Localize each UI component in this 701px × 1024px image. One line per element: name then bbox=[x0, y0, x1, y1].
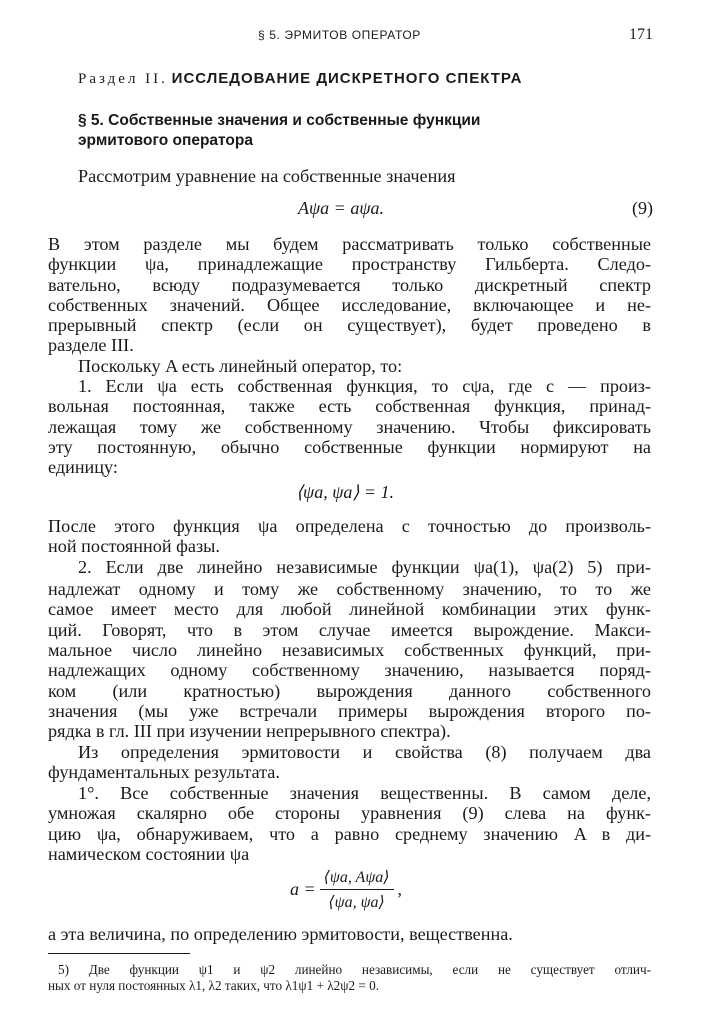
paragraph-line: 1°. Все собственные значения вещественны. В самом деле, bbox=[78, 783, 651, 803]
paragraph-line: лежащая тому же собственному значению. Чтобы фиксировать bbox=[48, 417, 651, 437]
paragraph-line: цию ψa, обнаруживаем, что a равно среднему значению A в ди- bbox=[48, 824, 651, 844]
paragraph-line: ком (или кратностью) вырождения данного собственного bbox=[48, 681, 651, 701]
equation-lhs: a = bbox=[290, 879, 316, 899]
subsection-title-line1: § 5. Собственные значения и собственные функции bbox=[78, 112, 481, 129]
paragraph-line: значения (мы уже встречали примеры вырождения второго по- bbox=[48, 701, 651, 721]
section-heading bbox=[78, 70, 522, 88]
paragraph-line: а эта величина, по определению эрмитовости, вещественна. bbox=[48, 924, 513, 944]
paragraph-line: разделе III. bbox=[48, 335, 134, 355]
fraction-numerator: ⟨ψa, Aψa⟩ bbox=[320, 867, 394, 890]
section-title: ИССЛЕДОВАНИЕ ДИСКРЕТНОГО СПЕКТРА bbox=[171, 70, 523, 87]
intro-text: Рассмотрим уравнение на собственные значения bbox=[78, 166, 456, 186]
paragraph-line: рядка в гл. III при изучении непрерывного спектра). bbox=[48, 721, 451, 741]
equation-trailing-comma: , bbox=[397, 879, 402, 899]
normalization-equation: ⟨ψa, ψa⟩ = 1. bbox=[296, 482, 395, 502]
footnote-rule bbox=[48, 953, 190, 954]
paragraph-line: ций. Говорят, что в этом случае имеется вырождение. Макси- bbox=[48, 620, 651, 640]
paragraph-line: собственных значений. Общее исследование, включающее и не- bbox=[48, 295, 651, 315]
paragraph-line: Поскольку A есть линейный оператор, то: bbox=[78, 356, 403, 376]
paragraph-line: самое имеет место для любой линейной комбинации этих функ- bbox=[48, 599, 651, 619]
paragraph-line: функции ψa, принадлежащие пространству Гильберта. Следо- bbox=[48, 254, 651, 274]
mean-value-equation bbox=[290, 867, 402, 912]
page-number: 171 bbox=[629, 26, 653, 43]
equation-9: Aψa = aψa. bbox=[298, 198, 385, 218]
subsection-title-line2: эрмитового оператора bbox=[78, 132, 253, 149]
paragraph-line: вательно, всюду подразумевается только дискретный спектр bbox=[48, 275, 651, 295]
footnote-line: 5) Две функции ψ1 и ψ2 линейно независимы, если не существует отлич- bbox=[58, 962, 651, 977]
paragraph-line: прерывный спектр (если он существует), будет проведено в bbox=[48, 315, 651, 335]
equation-fraction bbox=[320, 867, 394, 912]
paragraph-line: Из определения эрмитовости и свойства (8) получаем два bbox=[78, 742, 651, 762]
paragraph-line: намическом состоянии ψa bbox=[48, 844, 250, 864]
paragraph-line: надлежат одному и тому же собственному значению, то то же bbox=[48, 579, 651, 599]
fraction-denominator: ⟨ψa, ψa⟩ bbox=[328, 894, 385, 911]
paragraph-line: единицу: bbox=[48, 457, 118, 477]
paragraph-line: умножая скалярно обе стороны уравнения (9) слева на функ- bbox=[48, 803, 651, 823]
paragraph-line: В этом разделе мы будем рассматривать только собственные bbox=[48, 234, 651, 254]
running-header: § 5. ЭРМИТОВ ОПЕРАТОР bbox=[258, 28, 421, 42]
paragraph-line: мальное число линейно независимых собственных функций, при- bbox=[48, 640, 651, 660]
paragraph-line: ной постоянной фазы. bbox=[48, 536, 220, 556]
paragraph-line: вольная постоянная, также есть собственная функция, принад- bbox=[48, 396, 651, 416]
equation-9-number: (9) bbox=[632, 198, 653, 218]
paragraph-line: 2. Если две линейно независимые функции ψa(1), ψa(2) 5) при- bbox=[78, 557, 651, 577]
paragraph-line: После этого функция ψa определена с точностью до произволь- bbox=[48, 516, 651, 536]
paragraph-line: эту постоянную, обычно собственные функции нормируют на bbox=[48, 437, 651, 457]
section-label: Раздел II. bbox=[78, 71, 168, 87]
paragraph-line: надлежащих одному собственному значению, называется поряд- bbox=[48, 660, 651, 680]
footnote-line: ных от нуля постоянных λ1, λ2 таких, что λ1ψ1 + λ2ψ2 = 0. bbox=[48, 978, 380, 993]
paragraph-line: 1. Если ψa есть собственная функция, то cψa, где c — произ- bbox=[78, 376, 651, 396]
paragraph-line: фундаментальных результата. bbox=[48, 762, 280, 782]
